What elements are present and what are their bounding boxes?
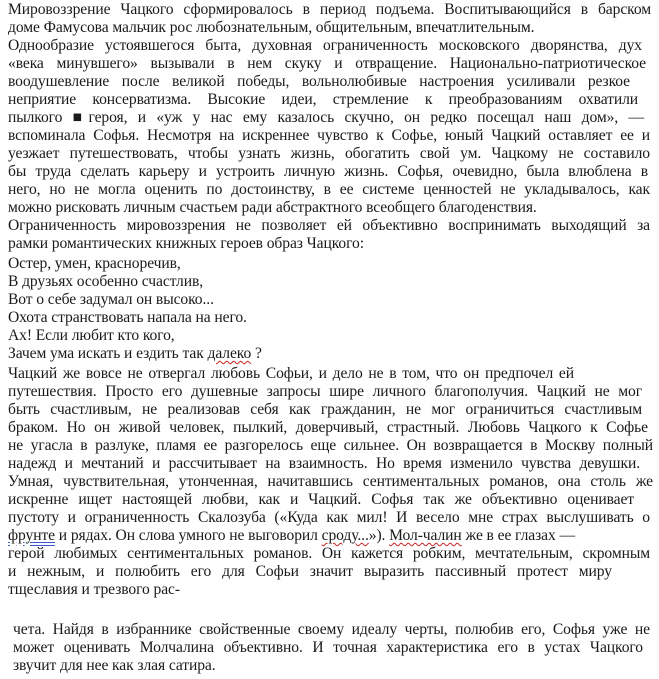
text-line-28: чета. Найдя в избраннике свойственные своему идеалу черты, полюбив его, Софья уже не (13, 621, 650, 638)
marked-word-far: далеко (207, 345, 252, 362)
text-line-24-mid: и рядах. Он слова умного не выговорил (54, 527, 322, 544)
marked-word-front: фрунте (8, 527, 55, 544)
text-line-9: уезжает путешествовать, чтобы узнать жизнь, обогатить свой ум. Чацкому не составило (8, 145, 650, 162)
poem-line-6-end: ? (251, 345, 262, 362)
text-line-23: пустоту и ограниченность Скалозуба («Куда как мил! И весело мне страх выслушивать о (8, 509, 650, 526)
text-line-24-end: же в ее глазах — (461, 527, 575, 544)
text-line-12: можно рисковать личным счастьем ради абстрактного всеобщего благоденствия. (8, 199, 537, 216)
poem-line-3: Вот о себе задумал он высоко... (8, 291, 214, 308)
text-line-4: «века минувшего» вызывали в нем скуку и отвращение. Национально-патриотическое (8, 55, 646, 72)
text-line-21: Умная, чувствительная, утонченная, начитавшись сентиментальных романов, она столь же (8, 473, 653, 490)
text-line-17: быть счастливым, не реализовав себя как гражданин, не мог ограничиться счастливым (8, 401, 642, 418)
text-line-26: и нежным, и полюбить его для Софьи значит выразить пассивный протест миру (8, 563, 612, 580)
marked-word-srodu: сроду... (321, 527, 369, 544)
text-line-20: надежд и мечтаний и рассчитывает на взаимность. Но время изменило чувства девушки. (8, 455, 640, 472)
marked-word-molchalin: Мол-чалин (389, 527, 462, 544)
text-line-18: браком. Но он живой человек, пылкий, доверчивый, страстный. Любовь Чацкого к Софье (8, 419, 648, 436)
text-line-11: него, но не могла оценить по достоинству, в ее системе ценностей не укладывалось, как (8, 181, 650, 198)
text-line-15: Чацкий же вовсе не отвергал любовь Софьи, и дело не в том, что он предпочел ей (8, 365, 574, 382)
text-line-6: неприятие консерватизма. Высокие идеи, стремление к преобразованиям охватили (8, 91, 638, 108)
poem-line-2: В друзьях особенно счастлив, (8, 273, 204, 290)
text-line-29: может оценивать Молчалина объективно. И точная характеристика его в устах Чацкого (13, 639, 643, 656)
text-line-7: пылкого ■героя, и «уж у нас ему казалось скучно, он редко посещал наш дом», — (8, 109, 644, 126)
text-line-14: рамки романтических книжных героев образ Чацкого: (8, 235, 364, 252)
text-line-30: звучит для нее как злая сатира. (13, 657, 216, 674)
text-line-16: путешествия. Просто его душевные запросы шире личного благополучия. Чацкий не мог (8, 383, 642, 400)
page-break-gap (0, 612, 659, 618)
text-line-19: не угасла в разлуке, пламя ее разгорелось еще сильнее. Он возвращается в Москву полный (8, 437, 653, 454)
text-line-24 (8, 527, 651, 545)
text-line-22: искренне ищет настоящей любви, как и Чацкий. Софья так же объективно оценивает (8, 491, 634, 508)
text-line-10: бы труда сделать карьеру и устроить личную жизнь. Софья, очевидно, была влюблена в (8, 163, 648, 180)
text-line-8: вспоминала Софья. Несмотря на искреннее чувство к Софье, юный Чацкий оставляет ее и (8, 127, 650, 144)
text-line-1: Мировоззрение Чацкого сформировалось в период подъема. Воспитывающийся в барском (8, 1, 651, 18)
poem-line-5: Ах! Если любит кто кого, (8, 327, 175, 344)
text-line-27: тщеславия и трезвого рас- (8, 581, 180, 598)
poem-line-1: Остер, умен, красноречив, (8, 255, 181, 272)
poem-line-4: Охота странствовать напала на него. (8, 309, 247, 326)
text-line-5: воодушевление после великой победы, вольнолюбивые настроения усиливали резкое (8, 73, 630, 90)
text-line-3: Однообразие устоявшегося быта, духовная ограниченность московского дворянства, дух (8, 37, 642, 54)
text-line-13: Ограниченность мировоззрения не позволяет ей объективно воспринимать выходящий за (8, 217, 650, 234)
text-line-2: доме Фамусова мальчик рос любознательным, общительным, впечатлительным. (8, 19, 535, 36)
poem-line-6 (8, 345, 262, 363)
poem-line-6-start: Зачем ума искать и ездить так (8, 345, 208, 362)
text-line-25: герой любимых сентиментальных романов. Он кажется робким, мечтательным, скромным (8, 545, 650, 562)
text-line-24-close: »). (368, 527, 390, 544)
